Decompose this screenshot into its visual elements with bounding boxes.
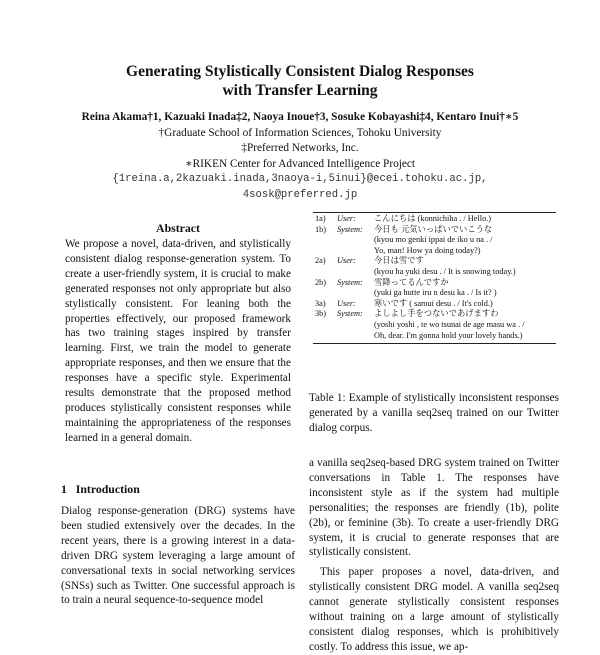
utterance-line: (yoshi yoshi , te wo tsunai de age masu wa . /: [374, 319, 525, 329]
table-row: [313, 299, 556, 310]
speaker: User:: [337, 298, 356, 308]
table-row: [313, 256, 556, 277]
utterance-line: (yuki ga hutte iru n desu ka . / Is it? ): [374, 288, 497, 298]
affiliation: ‡Preferred Networks, Inc.: [241, 142, 359, 154]
utterance-line: 今日も 元気いっぱいでいこうな: [374, 224, 493, 234]
speaker: User:: [337, 214, 356, 223]
affiliation: †Graduate School of Information Sciences, Tohoku University: [158, 126, 442, 139]
right-column-text: [309, 456, 559, 655]
utterance: [374, 214, 556, 225]
utterance: [374, 278, 556, 299]
title-line: with Transfer Learning: [222, 82, 378, 99]
table-row: [313, 278, 556, 299]
email: 4sosk@preferred.jp: [242, 188, 358, 201]
speaker: System:: [337, 277, 363, 287]
utterance: [374, 309, 556, 341]
row-id: 2a): [315, 256, 326, 266]
table-row: [313, 214, 556, 225]
table-row: [313, 225, 556, 257]
speaker: User:: [337, 256, 356, 266]
paragraph: a vanilla seq2seq-based DRG system trained on Twitter conversations in Table 1. The responses have inconsistent style as if the system had multiple personalities; the responses are friendly (1b), polite (2b), or feminine (3b). To create a user-friendly DRG system, it is crucial to generate responses that are stylistically consistent.: [309, 457, 559, 559]
utterance-line: 雪降ってるんですか: [374, 277, 449, 287]
table-row: [313, 309, 556, 341]
paper-title: [0, 62, 600, 100]
speaker: System:: [337, 224, 363, 234]
speaker: System:: [337, 309, 363, 319]
abstract-paragraph: We propose a novel, data-driven, and stylistically consistent dialog response-generation system. To create a user-friendly system, it is crucial to make generated responses not only appropriate but also stylistically consistent. For leaning both the properties effectively, our proposed framework has two training stages inspired by transfer learning. First, we train the model to generate appropriate responses, and then we ensure that the responses have a specific style. Experimental results demonstrate that the proposed method produces stylistically consistent responses while maintaining the appropriateness of the responses learned in a general domain.: [65, 238, 291, 444]
title-line: Generating Stylistically Consistent Dialog Responses: [126, 63, 474, 80]
row-id: 1b): [315, 224, 327, 234]
example-table: [313, 212, 556, 344]
affiliation: ∗RIKEN Center for Advanced Intelligence Project: [184, 157, 416, 170]
utterance-line: (kyou ha yuki desu . / It is snowing today.): [374, 266, 516, 276]
utterance-line: よしよし手をつないであげますわ: [374, 309, 499, 319]
row-id: 3a): [315, 298, 326, 308]
utterance-line: こんにちは (konnichiha . / Hello.): [374, 214, 492, 223]
email: {1reina.a,2kazuaki.inada,3naoya-i,5inui}@ecei.tohoku.ac.jp,: [112, 173, 488, 185]
paragraph: This paper proposes a novel, data-driven, and stylistically consistent DRG model. A vanilla seq2seq cannot generate stylistically consistent responses without training on a large amount of stylistically consistent dialog responses, which is prohibitively costly. To address this issue, we ap-: [309, 566, 559, 653]
author-block: [0, 110, 600, 203]
author-names: Reina Akama†1, Kazuaki Inada‡2, Naoya Inoue†3, Sosuke Kobayashi‡4, Kentaro Inui†∗5: [81, 111, 519, 123]
row-id: 2b): [315, 277, 327, 287]
utterance-line: 寒いです ( samui desu . / It's cold.): [374, 298, 493, 308]
utterance-line: Oh, dear. I'm gonna hold your lovely hands.): [374, 330, 523, 340]
utterance-line: 今日は雪です: [374, 256, 424, 266]
table-caption: Table 1: Example of stylistically inconsistent responses generated by a vanilla seq2seq trained on our Twitter dialog corpus.: [309, 392, 559, 434]
intro-text: [61, 504, 295, 608]
utterance-line: (kyou mo genki ippai de iko u na . /: [374, 235, 493, 245]
utterance: [374, 299, 556, 310]
utterance: [374, 225, 556, 257]
utterance: [374, 256, 556, 277]
intro-paragraph: Dialog response-generation (DRG) systems have been studied extensively over the decades. In the recent years, there is a growing interest in a data-driven DRG system leveraging a large amount of conversational texts in social networking services (SNSs) such as Twitter. One successful approach is to train a neural sequence-to-sequence model: [61, 505, 295, 607]
abstract-heading: Abstract: [156, 221, 200, 235]
row-id: 1a): [315, 214, 326, 223]
section-heading-introduction: 1 Introduction: [61, 482, 140, 496]
row-id: 3b): [315, 309, 327, 319]
utterance-line: Yo, man! How ya doing today?): [374, 245, 481, 255]
abstract-text: [61, 237, 295, 446]
